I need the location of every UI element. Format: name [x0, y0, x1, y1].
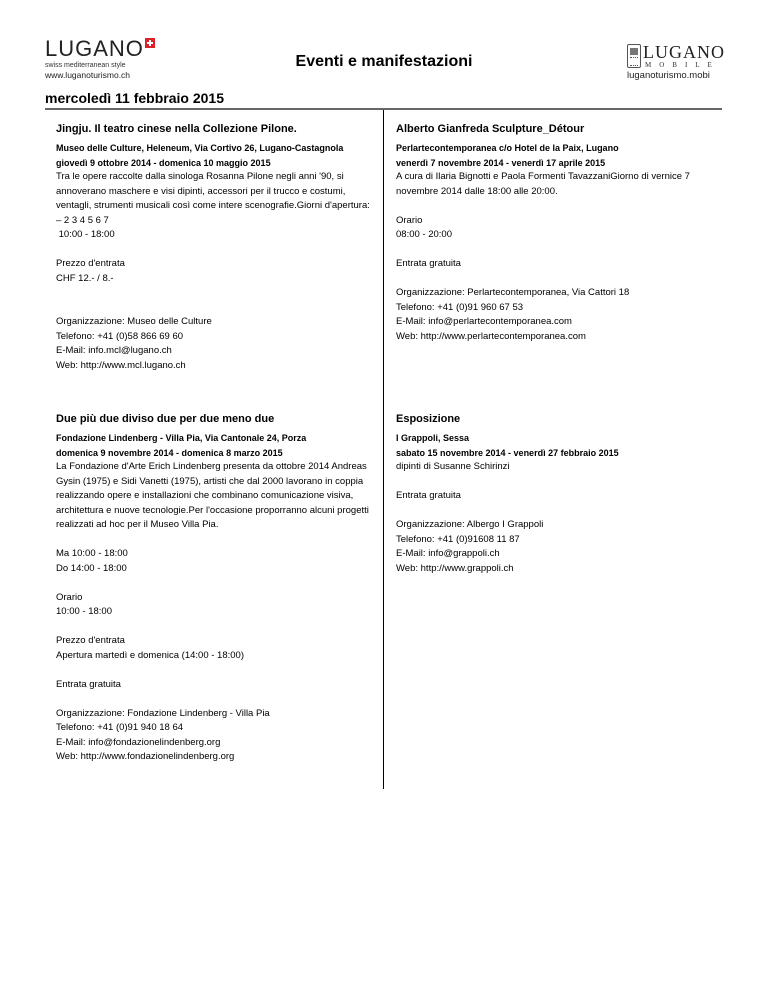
event-title: Alberto Gianfreda Sculpture_Détour — [396, 123, 585, 135]
event-web: Web: http://www.grappoli.ch — [396, 562, 514, 574]
event-email: E-Mail: info@fondazionelindenberg.org — [56, 736, 221, 748]
orario-value: 10:00 - 18:00 — [56, 606, 112, 617]
event-dates: sabato 15 novembre 2014 - venerdì 27 febbraio 2015 — [396, 447, 619, 458]
hours-line-1: Ma 10:00 - 18:00 — [56, 548, 128, 559]
event-card — [396, 412, 716, 576]
free-entry: Entrata gratuita — [396, 258, 461, 269]
column-divider — [383, 110, 384, 789]
event-email: E-Mail: info.mcl@lugano.ch — [56, 345, 172, 356]
free-entry: Entrata gratuita — [396, 490, 461, 501]
event-location: Museo delle Culture, Heleneum, Via Cortivo 26, Lugano-Castagnola — [56, 143, 344, 153]
event-web: Web: http://www.perlartecontemporanea.com — [396, 330, 586, 342]
page-title: Eventi e manifestazioni — [295, 53, 473, 70]
logo-wordmark: LUGANO — [45, 36, 144, 61]
event-title: Esposizione — [396, 413, 461, 425]
event-title: Jingju. Il teatro cinese nella Collezione Pilone. — [56, 123, 297, 135]
event-description: dipinti di Susanne Schirinzi — [396, 461, 510, 472]
event-organizer: Organizzazione: Albergo I Grappoli — [396, 519, 544, 530]
event-description: A cura di Ilaria Bignotti e Paola Formenti TavazzaniGiorno di vernice 7 novembre 2014 dalle 18:00 alle 20:00. — [396, 171, 690, 197]
event-description: La Fondazione d'Arte Erich Lindenberg presenta da ottobre 2014 Andreas Gysin (1975) e Sidi Vanetti (1975), artisti che dal 2000 lavorano in coppia realizzando opere e installazioni che combinano comunicazione visiva, architettura e nuove tecnologie.Per l'occasione proporranno alcuni progetti realizzati ad hoc per il Museo Villa Pia. — [56, 461, 369, 530]
event-description: Tra le opere raccolte dalla sinologa Rosanna Pilone negli anni '90, si annoverano maschere e visi dipinti, accessori per il trucco e costumi, ventagli, strumenti musicali così come intere scenografie.Giorni d'apertura: — [56, 171, 370, 211]
event-organizer: Organizzazione: Perlartecontemporanea, Via Cattori 18 — [396, 287, 630, 298]
event-web: Web: http://www.mcl.lugano.ch — [56, 359, 186, 371]
swiss-cross-icon — [145, 38, 155, 48]
price-value: CHF 12.- / 8.- — [56, 272, 114, 284]
page-header — [0, 0, 768, 90]
event-location: Fondazione Lindenberg - Villa Pia, Via Cantonale 24, Porza — [56, 433, 307, 443]
price-label: Prezzo d'entrata — [56, 635, 125, 646]
orario-value: 08:00 - 20:00 — [396, 229, 452, 240]
event-dates: venerdì 7 novembre 2014 - venerdì 17 aprile 2015 — [396, 157, 606, 168]
event-location: I Grappoli, Sessa — [396, 433, 470, 443]
orario-label: Orario — [396, 214, 423, 226]
event-days: – 2 3 4 5 6 7 — [56, 214, 109, 226]
event-organizer: Organizzazione: Fondazione Lindenberg - Villa Pia — [56, 707, 270, 719]
mobile-url: luganoturismo.mobi — [627, 70, 710, 81]
mobile-logo-sub: MOBILE — [645, 61, 720, 69]
website-url: www.luganoturismo.ch — [45, 70, 131, 80]
event-web: Web: http://www.fondazionelindenberg.org — [56, 751, 235, 762]
event-card — [396, 122, 716, 344]
date-heading: mercoledì 11 febbraio 2015 — [45, 90, 224, 106]
event-email: E-Mail: info@grappoli.ch — [396, 548, 500, 559]
orario-label: Orario — [56, 591, 83, 603]
event-email: E-Mail: info@perlartecontemporanea.com — [396, 316, 572, 327]
event-organizer: Organizzazione: Museo delle Culture — [56, 316, 212, 327]
mobile-logo-wordmark: LUGANO — [643, 42, 725, 62]
event-dates: domenica 9 novembre 2014 - domenica 8 marzo 2015 — [56, 447, 283, 458]
event-title: Due più due diviso due per due meno due — [56, 413, 275, 425]
event-phone: Telefono: +41 (0)91608 11 87 — [396, 533, 520, 545]
event-phone: Telefono: +41 (0)91 940 18 64 — [56, 722, 184, 733]
price-label: Prezzo d'entrata — [56, 258, 125, 269]
hours-line-2: Do 14:00 - 18:00 — [56, 562, 127, 574]
mobile-phone-icon — [627, 44, 641, 68]
event-card — [56, 122, 376, 373]
free-entry: Entrata gratuita — [56, 678, 121, 690]
event-phone: Telefono: +41 (0)91 960 67 53 — [396, 301, 524, 313]
event-location: Perlartecontemporanea c/o Hotel de la Paix, Lugano — [396, 143, 619, 153]
logo-tagline: swiss mediterranean style — [45, 62, 126, 69]
event-dates: giovedì 9 ottobre 2014 - domenica 10 maggio 2015 — [56, 157, 271, 168]
event-phone: Telefono: +41 (0)58 866 69 60 — [56, 330, 184, 342]
event-card — [56, 412, 376, 765]
price-value: Apertura martedì e domenica (14:00 - 18:00) — [56, 649, 244, 661]
event-hours: 10:00 - 18:00 — [56, 229, 115, 240]
